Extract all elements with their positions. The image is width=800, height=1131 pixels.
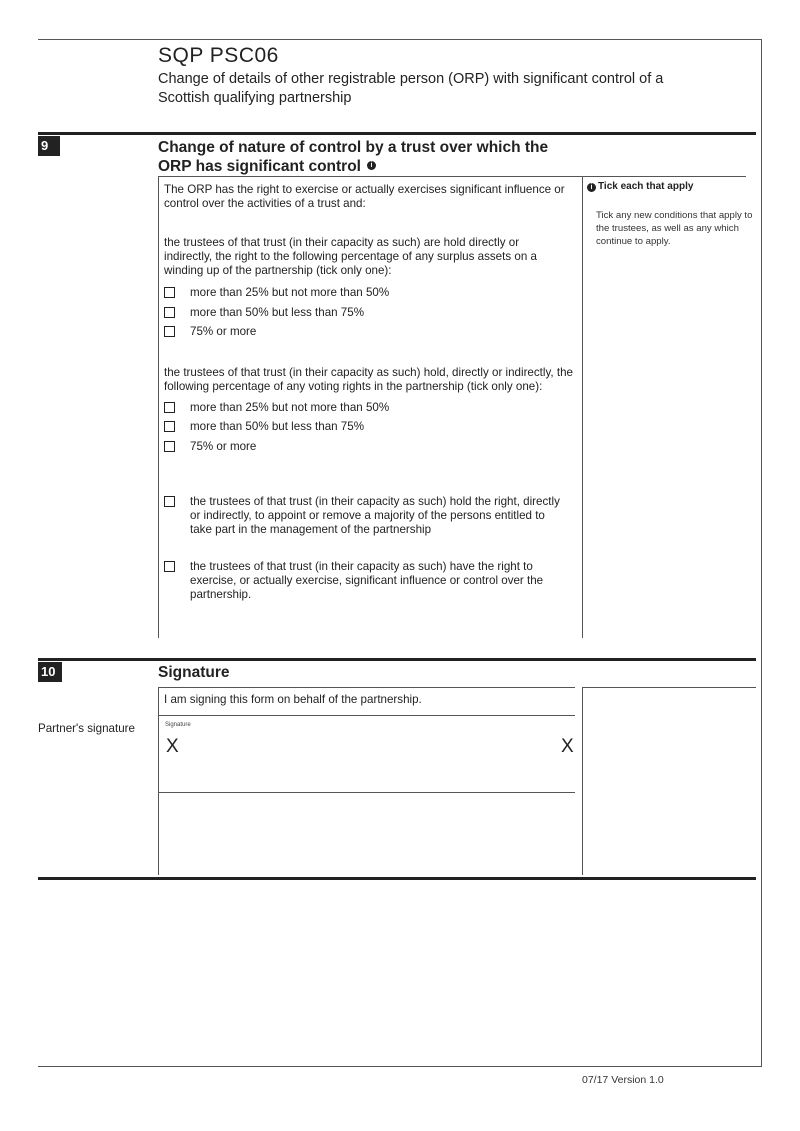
- option-label: more than 25% but not more than 50%: [190, 286, 390, 299]
- right-page-edge: [761, 39, 762, 1067]
- option-label: 75% or more: [190, 440, 257, 453]
- signature-caption: Signature: [165, 722, 191, 728]
- info-icon: i: [587, 183, 596, 192]
- note-title: Tick each that apply: [598, 181, 694, 192]
- option-label: 75% or more: [190, 325, 257, 338]
- checkbox[interactable]: [164, 561, 175, 572]
- section-9-box-left: [158, 176, 159, 638]
- intro-text: The ORP has the right to exercise or actually exercises significant influence or control over the activities of a trust and:: [164, 183, 565, 210]
- voting-option-2[interactable]: [164, 420, 364, 434]
- section-10-rule: [38, 658, 756, 661]
- section-10-title: Signature: [158, 664, 230, 681]
- section-10-note-top: [582, 687, 756, 688]
- appoint-option[interactable]: [164, 495, 568, 537]
- surplus-option-2[interactable]: [164, 306, 364, 320]
- signature-mark-right: X: [561, 736, 574, 757]
- surplus-option-1[interactable]: [164, 286, 389, 300]
- checkbox[interactable]: [164, 496, 175, 507]
- section-10-number: 10: [38, 662, 62, 682]
- section-9-title: [158, 138, 578, 176]
- option-label: more than 25% but not more than 50%: [190, 401, 390, 414]
- section-10-bottom-rule: [38, 877, 756, 880]
- section-9-title-text: Change of nature of control by a trust over which the ORP has significant control: [158, 139, 549, 175]
- surplus-heading: the trustees of that trust (in their capacity as such) are hold directly or indirectly, the right to the following percentage of any surplus assets on a winding up of the partnership (tick only one):: [164, 236, 537, 277]
- top-rule: [38, 39, 762, 40]
- option-label: more than 50% but less than 75%: [190, 420, 365, 433]
- info-icon: i: [367, 161, 376, 170]
- section-9-number: 9: [38, 136, 60, 156]
- section-9-box-divider: [582, 176, 583, 638]
- surplus-option-3[interactable]: [164, 325, 256, 339]
- signing-statement: I am signing this form on behalf of the partnership.: [164, 693, 422, 706]
- note-text: Tick any new conditions that apply to the trustees, as well as any which continue to apply.: [596, 210, 753, 247]
- option-label: the trustees of that trust (in their capacity as such) have the right to exercise, or actually exercise, significant influence or control over the partnership.: [190, 560, 544, 601]
- section-9-box-top: [158, 176, 746, 177]
- form-code: SQP PSC06: [158, 44, 279, 67]
- voting-option-1[interactable]: [164, 401, 389, 415]
- influence-option[interactable]: [164, 560, 560, 602]
- partner-signature-label: Partner's signature: [38, 722, 135, 735]
- section-10-box-divider: [582, 687, 583, 875]
- version-label: 07/17 Version 1.0: [582, 1074, 664, 1086]
- footer-rule: [38, 1066, 762, 1067]
- option-label: more than 50% but less than 75%: [190, 306, 365, 319]
- option-label: the trustees of that trust (in their capacity as such) hold the right, directly or indirectly, to appoint or remove a majority of the persons entitled to take part in the management of the partnership: [190, 495, 560, 536]
- checkbox[interactable]: [164, 402, 175, 413]
- form-title: Change of details of other registrable person (ORP) with significant control of a Scottish qualifying partnership: [158, 71, 664, 106]
- signature-mark-left: X: [166, 736, 179, 757]
- signature-divider: [158, 792, 575, 793]
- checkbox[interactable]: [164, 287, 175, 298]
- checkbox[interactable]: [164, 421, 175, 432]
- signature-box[interactable]: [159, 716, 575, 792]
- checkbox[interactable]: [164, 441, 175, 452]
- note-heading: [587, 181, 693, 192]
- voting-option-3[interactable]: [164, 440, 256, 454]
- section-10-box-top: [158, 687, 575, 688]
- voting-heading: the trustees of that trust (in their capacity as such) hold, directly or indirectly, the following percentage of any voting rights in the partnership (tick only one):: [164, 366, 573, 393]
- checkbox[interactable]: [164, 326, 175, 337]
- checkbox[interactable]: [164, 307, 175, 318]
- section-9-rule: [38, 132, 756, 135]
